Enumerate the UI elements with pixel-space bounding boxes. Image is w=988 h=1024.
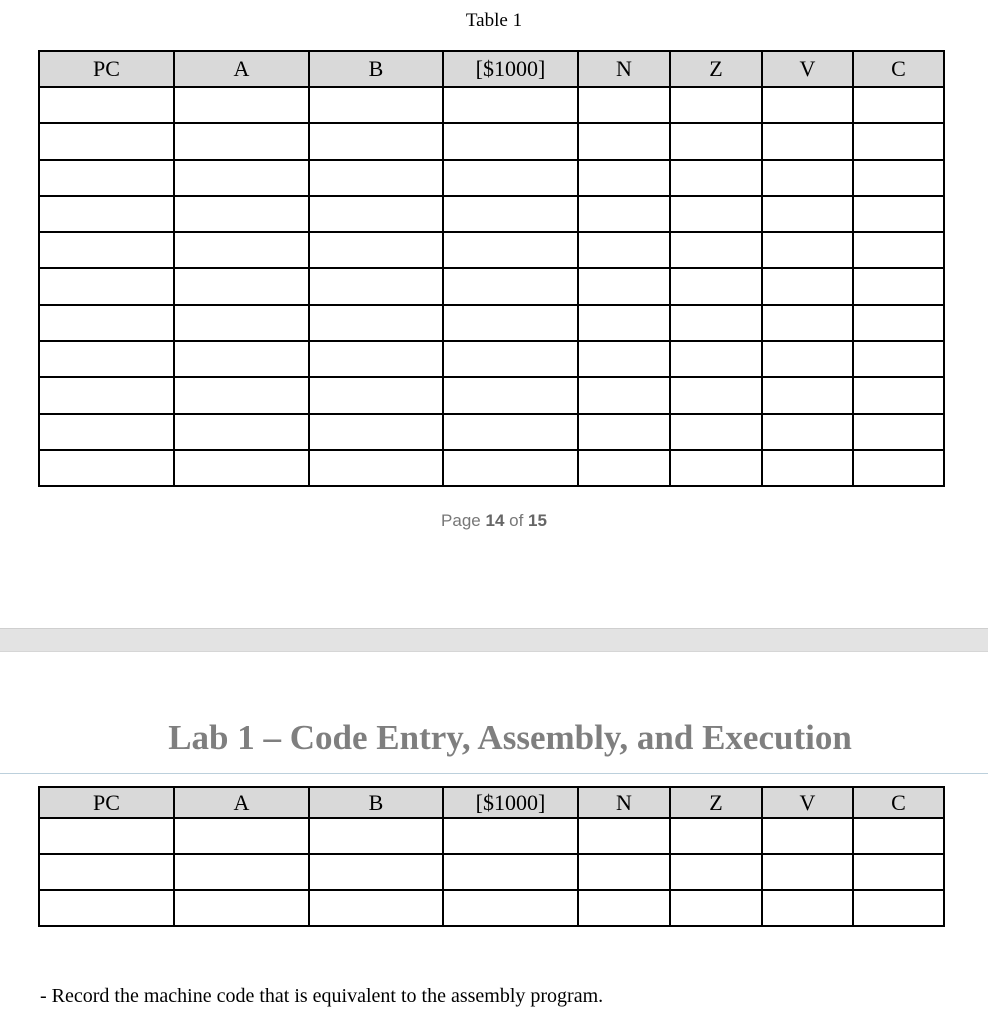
table-cell [309, 854, 443, 890]
table-cell [670, 196, 762, 232]
table-cell [670, 268, 762, 304]
table-header-row [39, 787, 944, 818]
table-cell [853, 890, 944, 926]
table-row [39, 123, 944, 159]
table-row [39, 160, 944, 196]
table-cell [39, 818, 174, 854]
table-cell [578, 305, 670, 341]
header-b: B [309, 51, 443, 87]
table-cell [853, 818, 944, 854]
table-cell [309, 414, 443, 450]
table-cell [443, 123, 578, 159]
table-cell [174, 377, 309, 413]
table-cell [578, 160, 670, 196]
table-cell [174, 450, 309, 486]
table-cell [670, 341, 762, 377]
table-cell [578, 890, 670, 926]
table-cell [853, 87, 944, 123]
page-label: Page [441, 511, 486, 530]
table-cell [309, 123, 443, 159]
table-cell [670, 854, 762, 890]
table-cell [39, 377, 174, 413]
table-row [39, 87, 944, 123]
table-cell [443, 818, 578, 854]
table-cell [762, 123, 853, 159]
table-cell [762, 160, 853, 196]
table-cell [309, 232, 443, 268]
table-cell [174, 232, 309, 268]
section-heading: Lab 1 – Code Entry, Assembly, and Execution [168, 718, 852, 757]
table-cell [39, 160, 174, 196]
table-cell [443, 377, 578, 413]
table-cell [309, 450, 443, 486]
header-mem-1000: [$1000] [443, 51, 578, 87]
table-cell [670, 377, 762, 413]
table-cell [309, 160, 443, 196]
table-cell [39, 854, 174, 890]
table-cell [762, 854, 853, 890]
header-b: B [309, 787, 443, 818]
table-cell [853, 160, 944, 196]
current-page: 14 [485, 511, 505, 530]
table-cell [762, 87, 853, 123]
table-cell [443, 890, 578, 926]
table-row [39, 854, 944, 890]
table-cell [443, 414, 578, 450]
table-cell [670, 305, 762, 341]
total-pages: 15 [528, 511, 547, 530]
table-cell [670, 818, 762, 854]
table-cell [853, 450, 944, 486]
heading-rule [0, 773, 988, 774]
table-cell [670, 123, 762, 159]
table-cell [39, 87, 174, 123]
header-n-flag: N [578, 51, 670, 87]
table-cell [762, 305, 853, 341]
table-cell [670, 414, 762, 450]
table-cell [853, 232, 944, 268]
table-cell [578, 268, 670, 304]
table-cell [39, 232, 174, 268]
table-cell [309, 196, 443, 232]
table-cell [174, 160, 309, 196]
page-number [0, 511, 988, 531]
header-v-flag: V [762, 787, 853, 818]
header-v-flag: V [762, 51, 853, 87]
table-row [39, 232, 944, 268]
table-cell [174, 341, 309, 377]
instruction-text: - Record the machine code that is equivalent to the assembly program. [40, 985, 604, 1007]
table-cell [174, 818, 309, 854]
table-cell [443, 196, 578, 232]
table-cell [443, 87, 578, 123]
table-cell [443, 854, 578, 890]
table-cell [309, 818, 443, 854]
header-pc: PC [39, 787, 174, 818]
header-a: A [174, 787, 309, 818]
table-cell [578, 377, 670, 413]
table-cell [39, 414, 174, 450]
table-cell [443, 305, 578, 341]
table-cell [762, 341, 853, 377]
table-cell [853, 341, 944, 377]
table-cell [762, 450, 853, 486]
table-cell [39, 305, 174, 341]
table-row [39, 890, 944, 926]
table-cell [670, 232, 762, 268]
table-cell [578, 854, 670, 890]
table-cell [39, 268, 174, 304]
table-cell [443, 232, 578, 268]
table-row [39, 414, 944, 450]
table-cell [578, 818, 670, 854]
table-cell [309, 305, 443, 341]
table-cell [174, 268, 309, 304]
register-trace-table-1 [38, 50, 945, 487]
table-cell [443, 268, 578, 304]
page-of: of [504, 511, 529, 530]
table-cell [174, 196, 309, 232]
table-cell [578, 341, 670, 377]
table-cell [853, 196, 944, 232]
table-cell [578, 87, 670, 123]
table-cell [762, 890, 853, 926]
register-trace-table-2 [38, 786, 945, 927]
table-cell [578, 123, 670, 159]
header-a: A [174, 51, 309, 87]
table-cell [578, 414, 670, 450]
table-cell [174, 305, 309, 341]
header-z-flag: Z [670, 787, 762, 818]
table-cell [443, 450, 578, 486]
table-cell [670, 87, 762, 123]
table-cell [443, 341, 578, 377]
table-cell [578, 196, 670, 232]
table-cell [309, 377, 443, 413]
table-cell [39, 341, 174, 377]
table-caption: Table 1 [465, 10, 523, 31]
table-row [39, 305, 944, 341]
table-cell [174, 890, 309, 926]
table-cell [670, 160, 762, 196]
table-row [39, 341, 944, 377]
table-cell [174, 123, 309, 159]
table-cell [762, 268, 853, 304]
table-cell [174, 854, 309, 890]
table-cell [853, 414, 944, 450]
page-separator [0, 628, 988, 652]
table-cell [174, 87, 309, 123]
table-cell [39, 196, 174, 232]
table-cell [853, 268, 944, 304]
table-row [39, 268, 944, 304]
table-cell [762, 196, 853, 232]
table-row [39, 377, 944, 413]
header-c-flag: C [853, 51, 944, 87]
table-row [39, 196, 944, 232]
header-n-flag: N [578, 787, 670, 818]
header-c-flag: C [853, 787, 944, 818]
table-cell [309, 890, 443, 926]
table-cell [853, 123, 944, 159]
table-cell [762, 232, 853, 268]
table-cell [174, 414, 309, 450]
table-cell [578, 450, 670, 486]
table-cell [578, 232, 670, 268]
table-cell [39, 123, 174, 159]
table-cell [670, 450, 762, 486]
table-cell [443, 160, 578, 196]
table-cell [853, 854, 944, 890]
table-header-row [39, 51, 944, 87]
table-cell [762, 818, 853, 854]
table-cell [309, 268, 443, 304]
header-z-flag: Z [670, 51, 762, 87]
table-row [39, 450, 944, 486]
header-pc: PC [39, 51, 174, 87]
table-cell [39, 450, 174, 486]
table-cell [309, 341, 443, 377]
header-mem-1000: [$1000] [443, 787, 578, 818]
table-cell [39, 890, 174, 926]
table-cell [762, 414, 853, 450]
table-cell [853, 305, 944, 341]
table-cell [853, 377, 944, 413]
table-cell [309, 87, 443, 123]
table-row [39, 818, 944, 854]
table-cell [762, 377, 853, 413]
table-cell [670, 890, 762, 926]
